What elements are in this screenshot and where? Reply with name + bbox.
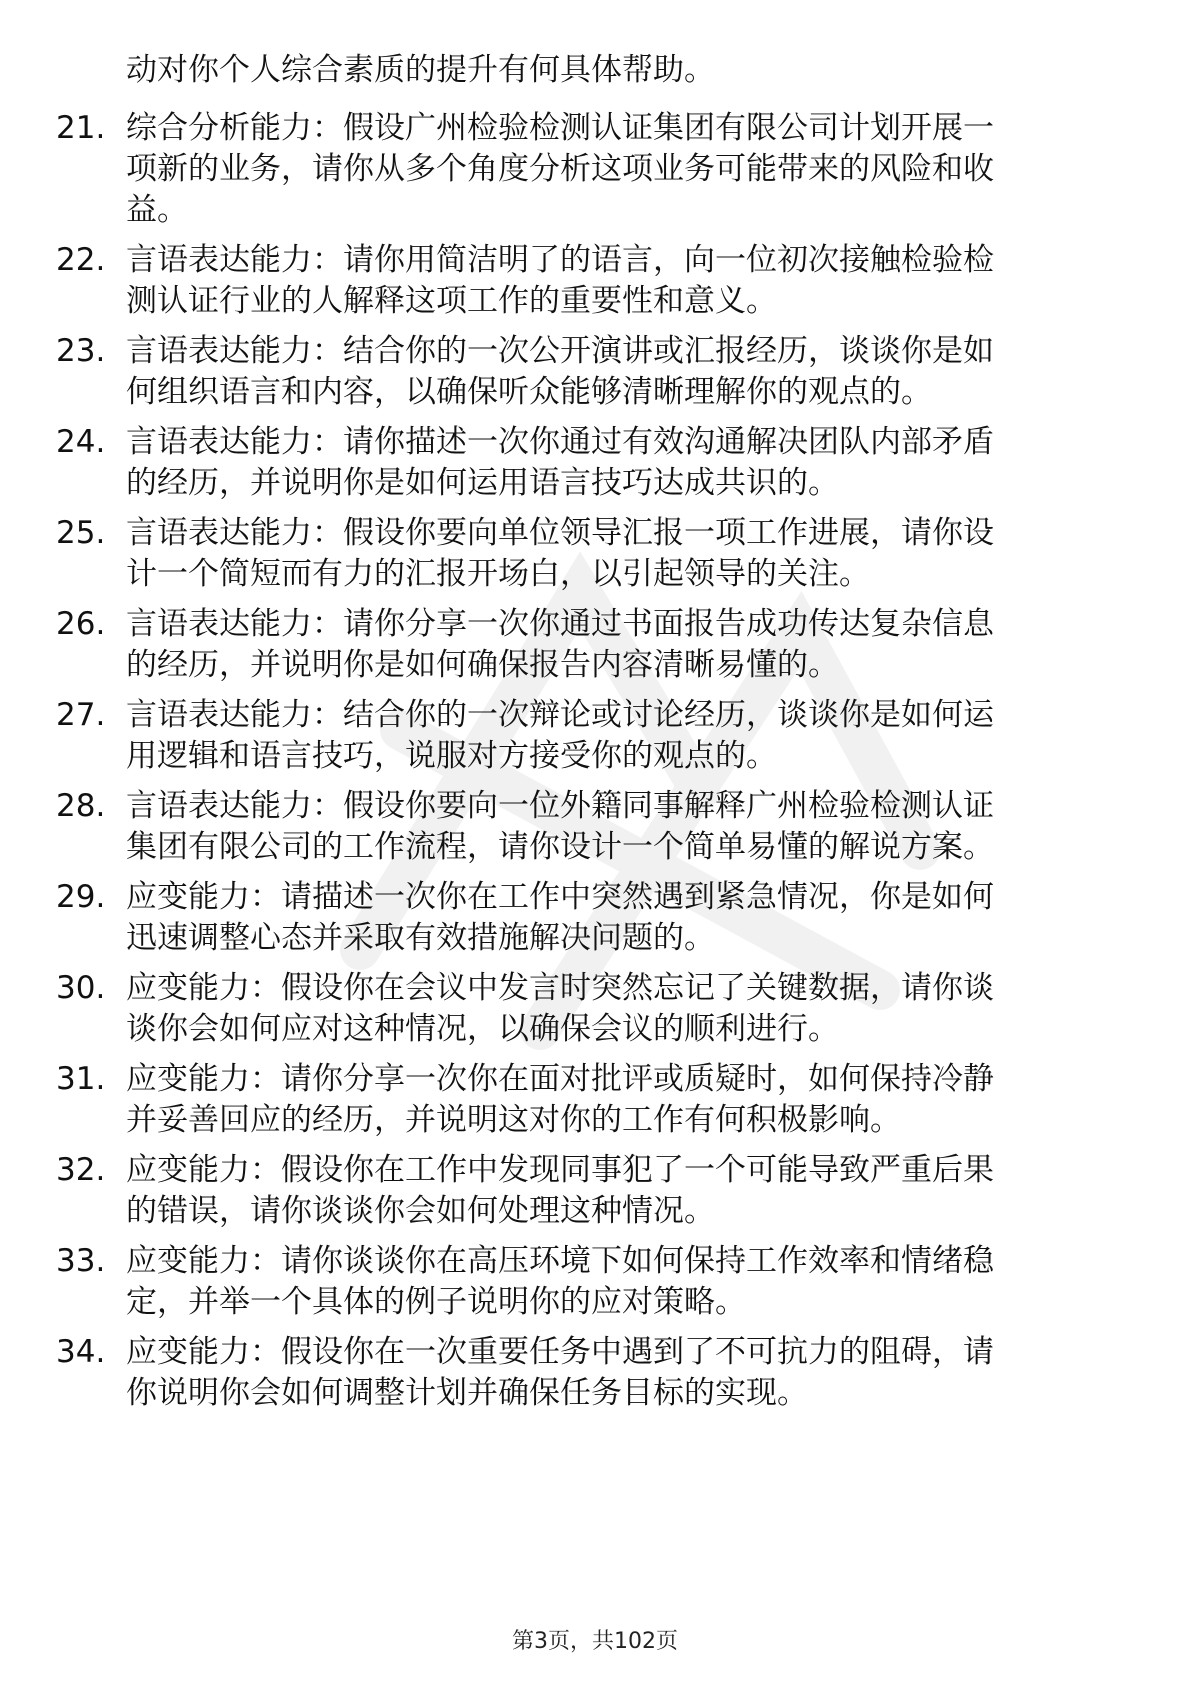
- question-text: [126, 422, 1116, 504]
- question-text-line: 应变能力：请你分享一次你在面对批评或质疑时，如何保持冷静: [126, 1061, 994, 1097]
- question-text: [126, 1059, 1116, 1141]
- question-text-line: 的经历，并说明你是如何运用语言技巧达成共识的。: [126, 465, 839, 501]
- question-number: 33.: [56, 1243, 106, 1279]
- question-text: [126, 513, 1116, 595]
- question-text: [126, 968, 1116, 1050]
- question-text-line: 益。: [126, 192, 188, 228]
- question-text-line: 言语表达能力：请你用简洁明了的语言，向一位初次接触检验检: [126, 242, 994, 278]
- question-text: [126, 331, 1116, 413]
- question-text: [126, 695, 1116, 777]
- question-number: 24.: [56, 424, 106, 460]
- question-text: [126, 108, 1116, 231]
- question-text-line: 言语表达能力：请你描述一次你通过有效沟通解决团队内部矛盾: [126, 424, 994, 460]
- question-text-line: 言语表达能力：假设你要向一位外籍同事解释广州检验检测认证: [126, 788, 994, 824]
- question-text-line: 言语表达能力：结合你的一次辩论或讨论经历，谈谈你是如何运: [126, 697, 994, 733]
- question-text-line: 并妥善回应的经历，并说明这对你的工作有何积极影响。: [126, 1102, 901, 1138]
- question-number: 28.: [56, 788, 106, 824]
- question-text-line: 应变能力：假设你在一次重要任务中遇到了不可抗力的阻碍，请: [126, 1334, 994, 1370]
- question-text-line: 谈你会如何应对这种情况，以确保会议的顺利进行。: [126, 1011, 839, 1047]
- question-text-line: 项新的业务，请你从多个角度分析这项业务可能带来的风险和收: [126, 151, 994, 187]
- question-text-line: 综合分析能力：假设广州检验检测认证集团有限公司计划开展一: [126, 110, 994, 146]
- continuation-text: 动对你个人综合素质的提升有何具体帮助。: [126, 52, 715, 88]
- question-number: 23.: [56, 333, 106, 369]
- question-text-line: 的错误，请你谈谈你会如何处理这种情况。: [126, 1193, 715, 1229]
- question-number: 30.: [56, 970, 106, 1006]
- question-text-line: 迅速调整心态并采取有效措施解决问题的。: [126, 920, 715, 956]
- question-text: [126, 1150, 1116, 1232]
- question-number: 26.: [56, 606, 106, 642]
- question-text-line: 言语表达能力：请你分享一次你通过书面报告成功传达复杂信息: [126, 606, 994, 642]
- question-text-line: 的经历，并说明你是如何确保报告内容清晰易懂的。: [126, 647, 839, 683]
- question-number: 27.: [56, 697, 106, 733]
- question-text-line: 应变能力：请你谈谈你在高压环境下如何保持工作效率和情绪稳: [126, 1243, 994, 1279]
- question-text-line: 言语表达能力：结合你的一次公开演讲或汇报经历，谈谈你是如: [126, 333, 994, 369]
- question-number: 34.: [56, 1334, 106, 1370]
- question-number: 29.: [56, 879, 106, 915]
- question-text-line: 何组织语言和内容，以确保听众能够清晰理解你的观点的。: [126, 374, 932, 410]
- question-text: [126, 240, 1116, 322]
- question-text: [126, 877, 1116, 959]
- page-footer: 第3页，共102页: [512, 1629, 678, 1654]
- question-text: [126, 786, 1116, 868]
- question-number: 31.: [56, 1061, 106, 1097]
- question-number: 32.: [56, 1152, 106, 1188]
- question-text-line: 言语表达能力：假设你要向单位领导汇报一项工作进展，请你设: [126, 515, 994, 551]
- question-text: [126, 1241, 1116, 1323]
- question-text: [126, 1332, 1116, 1414]
- question-text-line: 用逻辑和语言技巧，说服对方接受你的观点的。: [126, 738, 777, 774]
- question-text-line: 定，并举一个具体的例子说明你的应对策略。: [126, 1284, 746, 1320]
- question-number: 22.: [56, 242, 106, 278]
- question-text-line: 应变能力：请描述一次你在工作中突然遇到紧急情况，你是如何: [126, 879, 994, 915]
- question-number: 25.: [56, 515, 106, 551]
- question-text: [126, 604, 1116, 686]
- question-text-line: 计一个简短而有力的汇报开场白，以引起领导的关注。: [126, 556, 870, 592]
- question-number: 21.: [56, 110, 106, 146]
- question-text-line: 测认证行业的人解释这项工作的重要性和意义。: [126, 283, 777, 319]
- question-text-line: 应变能力：假设你在会议中发言时突然忘记了关键数据，请你谈: [126, 970, 994, 1006]
- question-text-line: 你说明你会如何调整计划并确保任务目标的实现。: [126, 1375, 808, 1411]
- question-text-line: 集团有限公司的工作流程，请你设计一个简单易懂的解说方案。: [126, 829, 994, 865]
- question-text-line: 应变能力：假设你在工作中发现同事犯了一个可能导致严重后果: [126, 1152, 994, 1188]
